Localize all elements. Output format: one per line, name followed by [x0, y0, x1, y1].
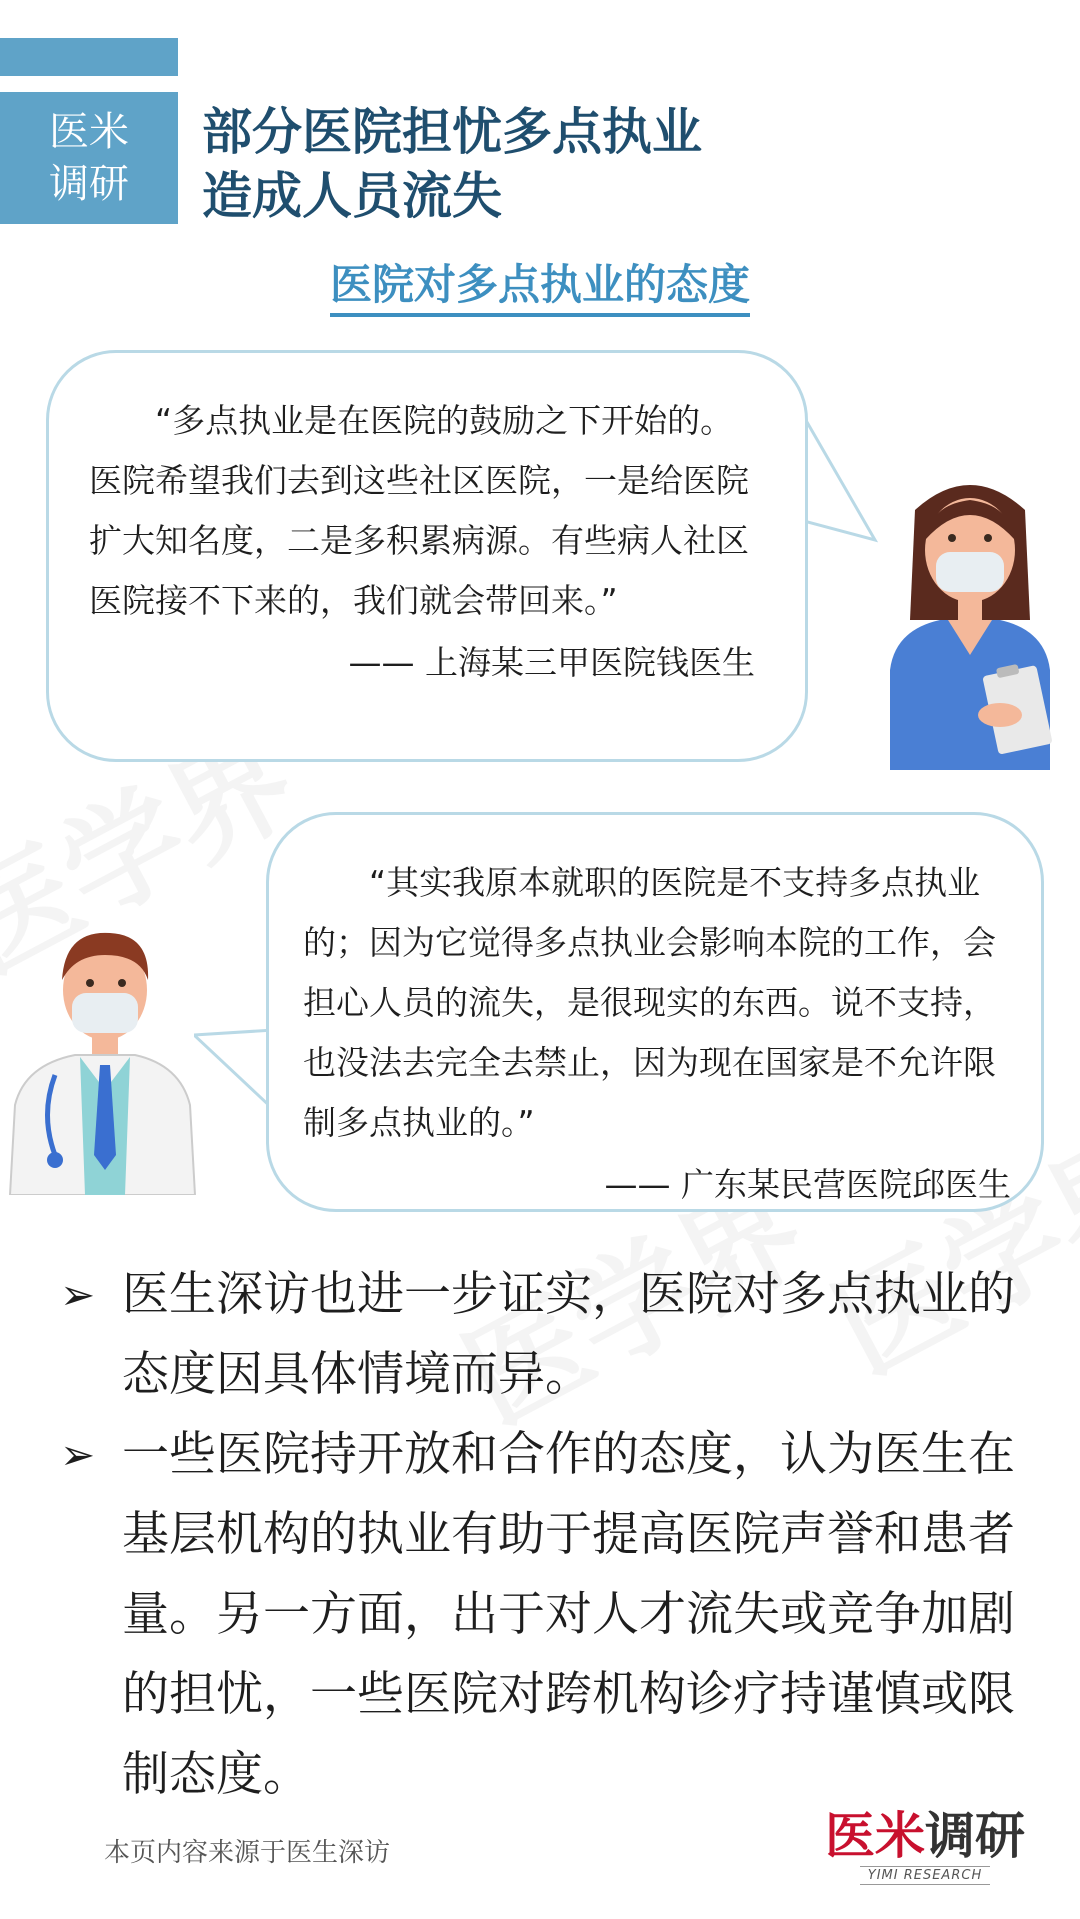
bubble-tail-right [800, 400, 880, 550]
logo-dark-text: 调研 [925, 1806, 1025, 1865]
brand-logo [820, 1808, 1030, 1885]
subtitle-text: 医院对多点执业的态度 [330, 260, 750, 317]
bullet-item-1 [60, 1255, 1020, 1415]
bubble-tail-left [194, 1020, 274, 1120]
header-accent-bar [0, 38, 178, 76]
title-line-2: 造成人员流失 [202, 167, 502, 225]
badge-line-1: 医米 [49, 109, 129, 155]
quote-bubble-1 [46, 350, 808, 762]
title-line-1: 部分医院担忧多点执业 [202, 103, 702, 161]
bullet-text-1: 医生深访也进一步证实，医院对多点执业的态度因具体情境而异。 [122, 1267, 1015, 1402]
page-title [202, 100, 1042, 228]
bullet-item-2 [60, 1415, 1020, 1815]
brand-badge [0, 92, 178, 224]
logo-subtitle: YIMI RESEARCH [860, 1866, 990, 1885]
arrow-icon: ➢ [60, 1430, 96, 1479]
logo-red-text: 医米 [825, 1806, 925, 1865]
quote-1-text: “多点执业是在医院的鼓励之下开始的。医院希望我们去到这些社区医院，一是给医院扩大知名度，二是多积累病源。有些病人社区医院接不下来的，我们就会带回来。” [89, 401, 749, 620]
quote-1-attribution: —— 上海某三甲医院钱医生 [348, 643, 755, 682]
quote-2-text: “其实我原本就职的医院是不支持多点执业的；因为它觉得多点执业会影响本院的工作，会担心人员的流失，是很现实的东西。说不支持，也没法去完全去禁止，因为现在国家是不允许限制多点执业的。” [303, 863, 996, 1142]
arrow-icon: ➢ [60, 1270, 96, 1319]
doctor-illustration [0, 925, 200, 1195]
quote-2-attribution: —— 广东某民营医院邱医生 [604, 1165, 1011, 1204]
source-note: 本页内容来源于医生深访 [104, 1838, 391, 1868]
badge-line-2: 调研 [49, 161, 129, 207]
quote-bubble-2 [266, 812, 1044, 1212]
bullet-text-2: 一些医院持开放和合作的态度，认为医生在基层机构的执业有助于提高医院声誉和患者量。另一方面，出于对人才流失或竞争加剧的担忧，一些医院对跨机构诊疗持谨慎或限制态度。 [122, 1427, 1015, 1802]
nurse-illustration [870, 470, 1070, 770]
logo-wordmark [820, 1808, 1030, 1864]
section-subtitle [0, 252, 1080, 312]
bullet-list [60, 1255, 1020, 1815]
